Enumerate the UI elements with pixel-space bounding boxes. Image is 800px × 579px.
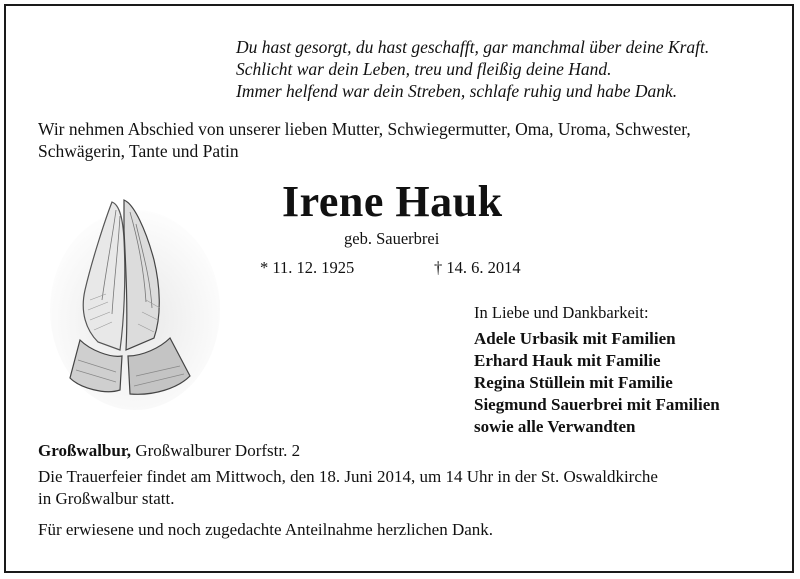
praying-hands-icon bbox=[50, 190, 225, 410]
address-street: Großwalburer Dorfstr. 2 bbox=[131, 441, 301, 460]
service-line: in Großwalbur statt. bbox=[38, 489, 175, 508]
poem bbox=[236, 36, 709, 102]
address bbox=[38, 441, 300, 461]
mourner-name: sowie alle Verwandten bbox=[474, 417, 636, 436]
service-line: Die Trauerfeier findet am Mittwoch, den 18. Juni 2014, um 14 Uhr in der St. Oswaldkirche bbox=[38, 467, 658, 486]
mourner-name: Siegmund Sauerbrei mit Familien bbox=[474, 395, 720, 414]
deceased-name: Irene Hauk bbox=[282, 177, 503, 226]
death-date: † 14. 6. 2014 bbox=[434, 258, 521, 277]
thanks-label: In Liebe und Dankbarkeit: bbox=[474, 303, 649, 322]
mourner-name: Adele Urbasik mit Familien bbox=[474, 329, 676, 348]
born-name: geb. Sauerbrei bbox=[344, 229, 440, 248]
poem-line: Du hast gesorgt, du hast geschafft, gar manchmal über deine Kraft. bbox=[236, 37, 710, 57]
birth-date: * 11. 12. 1925 bbox=[260, 258, 355, 277]
intro-line: Wir nehmen Abschied von unserer lieben Mutter, Schwiegermutter, Oma, Uroma, Schwester, bbox=[38, 119, 691, 139]
mourner-name: Erhard Hauk mit Familie bbox=[474, 351, 661, 370]
mourners-list bbox=[474, 328, 720, 438]
gratitude-text: Für erwiesene und noch zugedachte Anteilnahme herzlichen Dank. bbox=[38, 520, 494, 539]
service-info bbox=[38, 466, 658, 510]
mourner-name: Regina Stüllein mit Familie bbox=[474, 373, 673, 392]
address-town: Großwalbur, bbox=[38, 441, 132, 460]
intro-line: Schwägerin, Tante und Patin bbox=[38, 141, 239, 161]
poem-line: Immer helfend war dein Streben, schlafe ruhig und habe Dank. bbox=[236, 81, 678, 101]
poem-line: Schlicht war dein Leben, treu und fleißig deine Hand. bbox=[236, 59, 612, 79]
intro-text bbox=[38, 118, 691, 162]
